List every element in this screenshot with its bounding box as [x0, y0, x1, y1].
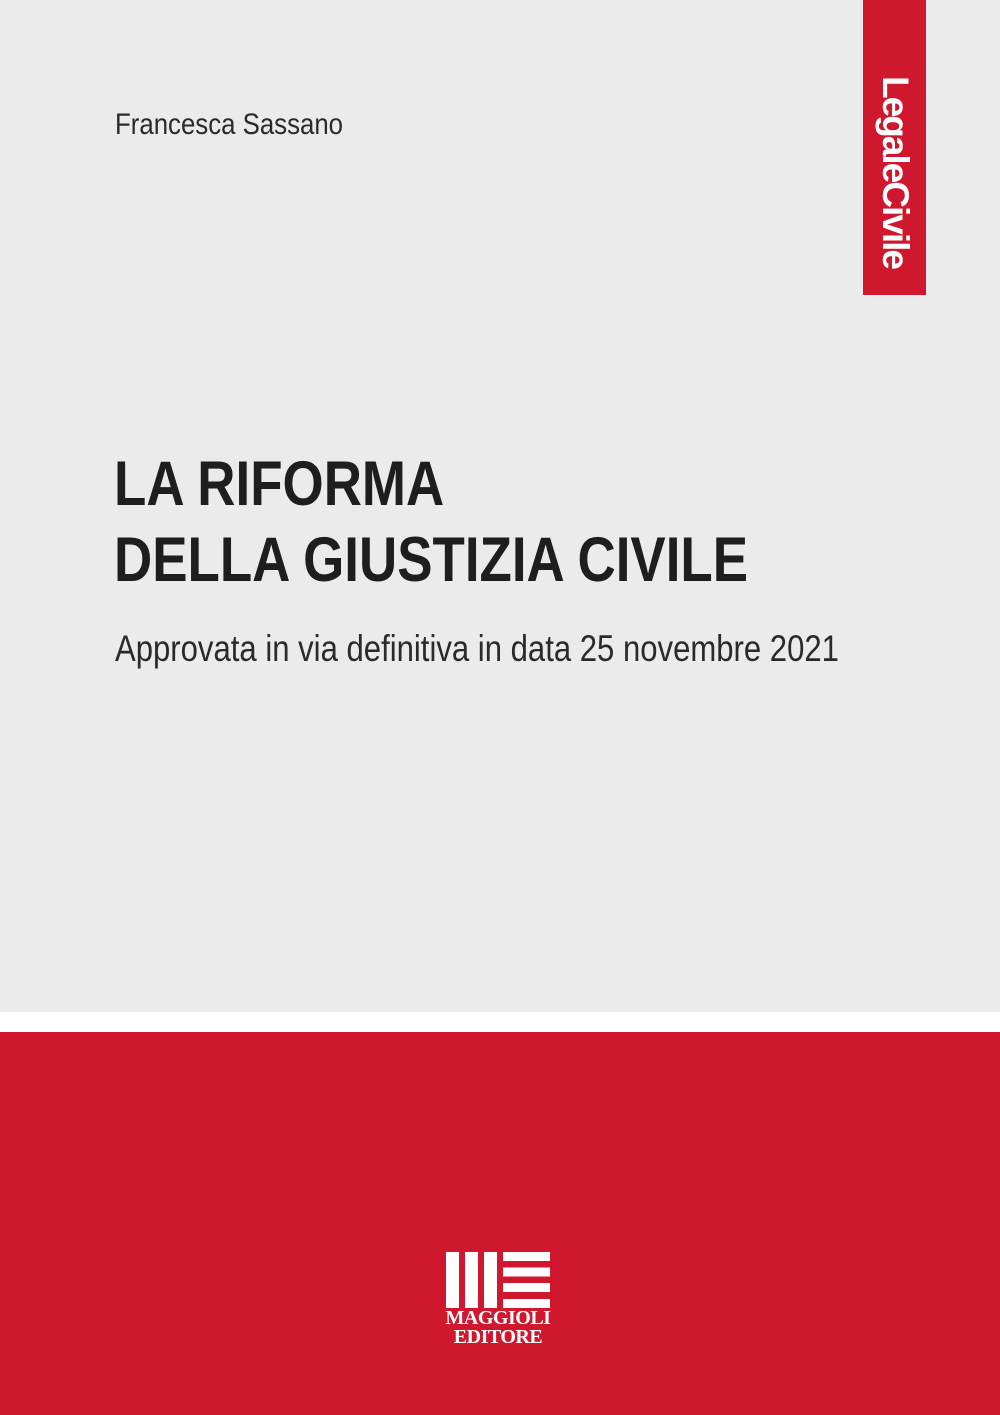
publisher-logo — [440, 1252, 551, 1348]
book-title-line-1: LA RIFORMA — [114, 449, 445, 519]
publisher-name-line-1: MAGGIOLI — [445, 1307, 551, 1329]
cover-lower-panel — [0, 1032, 1000, 1415]
publisher-name-line-2: EDITORE — [453, 1326, 543, 1348]
book-title-line-2: DELLA GIUSTIZIA CIVILE — [114, 525, 749, 595]
cover-divider-strip — [0, 1012, 1000, 1032]
series-label: LegaleCivile — [874, 76, 916, 268]
book-title — [114, 446, 748, 598]
series-tab — [863, 0, 926, 295]
author-name: Francesca Sassano — [115, 108, 344, 141]
maggioli-logo-icon — [446, 1252, 550, 1308]
book-subtitle: Approvata in via definitiva in data 25 novembre 2021 — [115, 628, 839, 669]
